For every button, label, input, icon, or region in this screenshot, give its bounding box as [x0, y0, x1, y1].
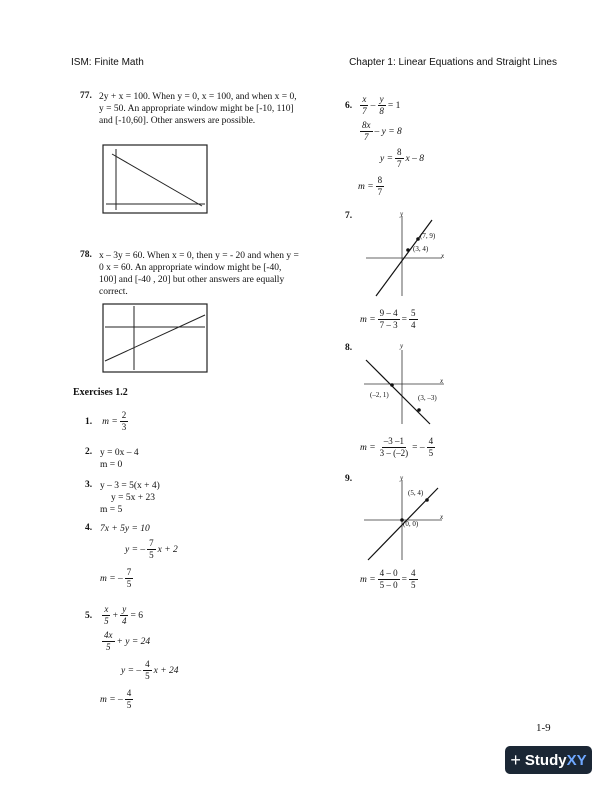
fraction-denominator: 5	[104, 616, 109, 626]
exercise-4-slope-fraction	[125, 567, 134, 590]
page-number: 1-9	[536, 722, 551, 734]
equation-part: x + 2	[157, 544, 178, 555]
exercise-6-line2	[358, 120, 402, 143]
exercise-2-number: 2.	[85, 447, 93, 457]
exercise-6-line1	[345, 94, 400, 117]
fraction-denominator: 5	[411, 580, 416, 590]
point-marker	[390, 383, 394, 387]
exercise-6-fraction	[395, 147, 404, 170]
fraction-numerator: 4	[428, 436, 434, 446]
exercise-6-fraction-x	[360, 94, 369, 117]
fraction-denominator: 3 – (–2)	[379, 448, 409, 458]
exercise-7-x-label: x	[441, 252, 445, 260]
equation-part: y = –	[121, 665, 142, 676]
exercise-5-line1	[85, 604, 143, 627]
exercise-7-slope	[360, 308, 420, 331]
exercise-9-number: 9.	[345, 474, 353, 484]
exercise-1-lhs: m =	[102, 416, 118, 427]
equation-part: = 1	[387, 100, 401, 111]
exercise-7-number: 7.	[345, 211, 353, 221]
exercise-6-number: 6.	[345, 100, 353, 111]
fraction-denominator: 7	[377, 187, 383, 197]
fraction-numerator: –3 –1	[383, 436, 405, 446]
exercise-9-x-label: x	[440, 513, 444, 521]
exercise-9-result-fraction	[409, 568, 418, 591]
exercise-9-slope	[360, 568, 420, 591]
exercise-8-slope-fraction	[378, 436, 411, 459]
fraction-numerator: 8	[377, 175, 383, 185]
equation-part: m =	[360, 314, 376, 325]
exercise-5-line3	[121, 659, 179, 682]
exercise-4-number: 4.	[85, 523, 93, 533]
fraction-denominator: 5	[126, 700, 132, 710]
exercise-5-fraction-x	[102, 604, 111, 627]
exercise-5-fraction	[102, 630, 115, 653]
exercise-6-line4	[358, 175, 386, 198]
header-left: ISM: Finite Math	[71, 57, 144, 68]
fraction-numerator: 4	[411, 568, 416, 578]
exercise-3-line3: m = 5	[100, 505, 123, 515]
fraction-numerator: 2	[121, 410, 127, 420]
logo-xy-text: XY	[566, 751, 587, 769]
equation-part: =	[401, 574, 408, 585]
exercise-1	[85, 410, 130, 433]
exercise-1-fraction	[120, 410, 129, 433]
exercise-8-y-label: y	[400, 342, 404, 350]
fraction-denominator: 5	[428, 448, 434, 458]
exercise-4-fraction	[147, 538, 156, 561]
exercise-7-graph	[362, 208, 448, 298]
fraction-numerator: 4	[126, 688, 132, 698]
exercise-8-slope	[360, 436, 437, 459]
exercise-7-result-fraction	[409, 308, 418, 331]
fraction-numerator: 7	[126, 567, 132, 577]
equation-part: y =	[380, 153, 394, 164]
fraction-numerator: 7	[149, 538, 154, 548]
exercise-1-number: 1.	[85, 416, 93, 427]
plus-icon: +	[510, 749, 521, 770]
exercise-3-line2: y = 5x + 23	[111, 493, 155, 503]
exercise-5-number: 5.	[85, 610, 93, 621]
equation-part: =	[401, 314, 408, 325]
exercise-2-line1: y = 0x – 4	[100, 448, 139, 458]
exercise-9-point-1-label: (5, 4)	[408, 489, 424, 497]
fraction-numerator: 8	[397, 147, 402, 157]
fraction-numerator: 4 – 0	[379, 568, 398, 578]
fraction-numerator: x	[362, 94, 367, 104]
exercise-8-result-fraction	[427, 436, 436, 459]
fraction-numerator: 4x	[104, 630, 113, 640]
exercise-9-y-label: y	[400, 474, 404, 482]
exercise-8-number: 8.	[345, 343, 353, 353]
exercise-3-number: 3.	[85, 480, 93, 490]
exercises-title: Exercises 1.2	[73, 387, 128, 398]
fraction-numerator: y	[379, 94, 384, 104]
exercise-5-line2	[100, 630, 150, 653]
fraction-numerator: 9 – 4	[379, 308, 398, 318]
exercise-4-line3	[100, 567, 135, 590]
fraction-denominator: 5	[145, 671, 150, 681]
problem-77-number: 77.	[80, 91, 92, 101]
exercise-5-fraction-y	[120, 604, 129, 627]
equation-part: m =	[360, 574, 376, 585]
fraction-numerator: 8x	[362, 120, 371, 130]
problem-77-text: 2y + x = 100. When y = 0, x = 100, and when x = 0, y = 50. An appropriate window might be [-10, 110] and [-10,60]. Other answers are possible.	[99, 92, 297, 126]
fraction-denominator: 7 – 3	[379, 320, 398, 330]
fraction-denominator: 5	[126, 579, 132, 589]
equation-part: + y = 24	[116, 636, 151, 647]
equation-part: m = –	[100, 694, 123, 705]
studyxy-logo	[505, 746, 592, 774]
equation-part: +	[112, 610, 118, 621]
fraction-denominator: 5 – 0	[379, 580, 398, 590]
equation-part: –	[370, 100, 376, 111]
fraction-denominator: 8	[379, 106, 384, 116]
problem-78-text: x – 3y = 60. When x = 0, then y = - 20 and when y = 0 x = 60. An appropriate window might be [-40, 100] and [-40 , 20] but other answers are equally correct.	[99, 251, 299, 297]
equation-part: = 6	[130, 610, 143, 621]
header-right: Chapter 1: Linear Equations and Straight Lines	[349, 57, 557, 68]
equation-part: x – 8	[405, 153, 424, 164]
exercise-9-slope-fraction	[378, 568, 400, 591]
exercise-8-x-label: x	[440, 377, 444, 385]
exercise-7-point-2-label: (3, 4)	[413, 245, 429, 253]
exercise-3-line1: y – 3 = 5(x + 4)	[100, 481, 160, 491]
fraction-numerator: x	[104, 604, 109, 614]
exercise-9-graph	[362, 472, 450, 562]
equation-part: = –	[412, 442, 425, 453]
fraction-denominator: 5	[106, 642, 111, 652]
exercise-5-line4	[100, 688, 135, 711]
exercise-5-slope-fraction	[125, 688, 134, 711]
exercise-9-point-2-label: (0, 0)	[403, 520, 419, 528]
fraction-denominator: 7	[362, 106, 367, 116]
equation-part: – y = 8	[374, 126, 402, 137]
exercise-4-line2	[125, 538, 178, 561]
fraction-denominator: 3	[121, 422, 127, 432]
fraction-numerator: 4	[145, 659, 150, 669]
point-marker	[406, 248, 410, 252]
equation-part: m = –	[100, 573, 123, 584]
exercise-8-point-2-label: (3, –3)	[418, 394, 437, 402]
exercise-6-fraction	[360, 120, 373, 143]
exercise-7-y-label: y	[400, 210, 404, 218]
fraction-denominator: 5	[149, 550, 154, 560]
fraction-numerator: y	[122, 604, 127, 614]
equation-part: y = –	[125, 544, 146, 555]
fraction-denominator: 4	[411, 320, 416, 330]
fraction-denominator: 7	[364, 132, 369, 142]
exercise-6-line3	[380, 147, 424, 170]
exercise-8-graph	[362, 344, 452, 426]
exercise-5-fraction	[143, 659, 152, 682]
exercise-8-point-1-label: (–2, 1)	[370, 391, 389, 399]
exercise-4-line1: 7x + 5y = 10	[100, 524, 150, 534]
exercise-7-point-1-label: (7, 9)	[420, 232, 436, 240]
exercise-2-line2: m = 0	[100, 460, 123, 470]
fraction-denominator: 7	[397, 159, 402, 169]
problem-78-number: 78.	[80, 250, 92, 260]
fraction-numerator: 5	[411, 308, 416, 318]
equation-part: m =	[360, 442, 376, 453]
point-marker	[417, 408, 421, 412]
equation-part: x + 24	[153, 665, 179, 676]
problem-78-calculator-graph	[102, 303, 208, 373]
exercise-7-slope-fraction	[378, 308, 400, 331]
equation-part: m =	[358, 181, 374, 192]
point-marker	[425, 498, 429, 502]
exercise-6-fraction-y	[377, 94, 386, 117]
fraction-denominator: 4	[121, 616, 127, 626]
logo-study-text: Study	[524, 751, 567, 769]
exercise-6-slope-fraction	[376, 175, 385, 198]
problem-77-calculator-graph	[102, 144, 208, 214]
